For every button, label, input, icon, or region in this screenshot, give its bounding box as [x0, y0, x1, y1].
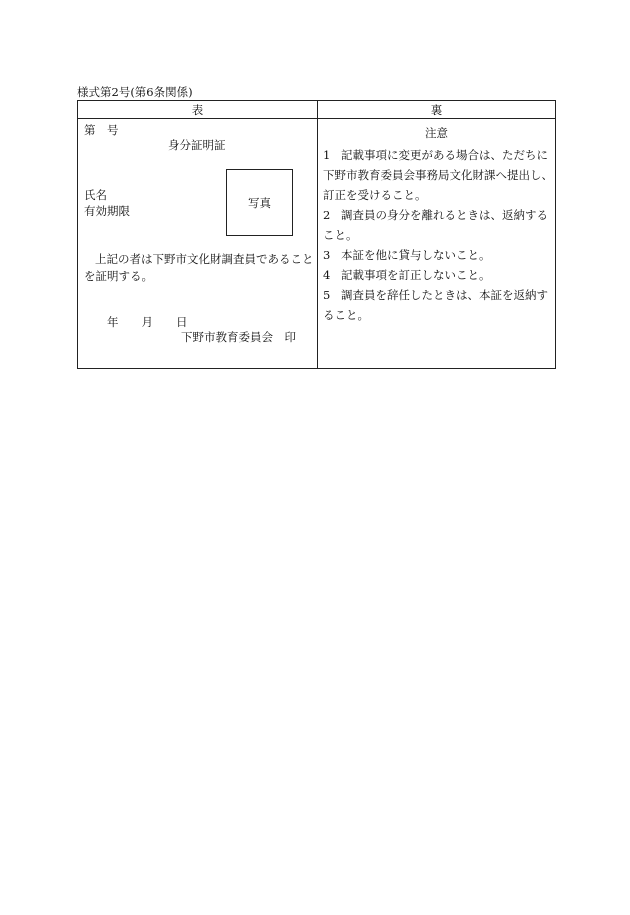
note-item: 1 記載事項に変更がある場合は、ただちに下野市教育委員会事務局文化財課へ提出し、訂正を受けること。 — [323, 148, 553, 202]
id-card-table — [77, 100, 556, 369]
notes-list — [323, 145, 553, 325]
header-divider — [78, 118, 555, 119]
certify-text — [84, 251, 314, 285]
validity-label: 有効期限 — [84, 204, 130, 218]
column-divider — [317, 101, 318, 368]
number-line: 第 号 — [84, 123, 119, 137]
card-title: 身分証明証 — [168, 138, 226, 152]
note-item: 4 記載事項を訂正しないこと。 — [323, 268, 491, 282]
back-header: 裏 — [430, 103, 443, 117]
front-header: 表 — [191, 103, 204, 117]
photo-label: 写真 — [248, 195, 271, 210]
issuer-line: 下野市教育委員会 印 — [181, 330, 296, 344]
form-label: 様式第2号(第6条関係) — [77, 85, 193, 99]
note-item: 5 調査員を辞任したときは、本証を返納すること。 — [323, 288, 548, 322]
photo-box — [226, 169, 293, 236]
certify-body: 上記の者は下野市文化財調査員であることを証明する。 — [84, 252, 314, 283]
notes-title: 注意 — [425, 126, 448, 140]
note-item: 3 本証を他に貸与しないこと。 — [323, 248, 491, 262]
note-item: 2 調査員の身分を離れるときは、返納すること。 — [323, 208, 548, 242]
name-label: 氏名 — [84, 188, 107, 202]
date-line: 年 月 日 — [107, 315, 188, 329]
